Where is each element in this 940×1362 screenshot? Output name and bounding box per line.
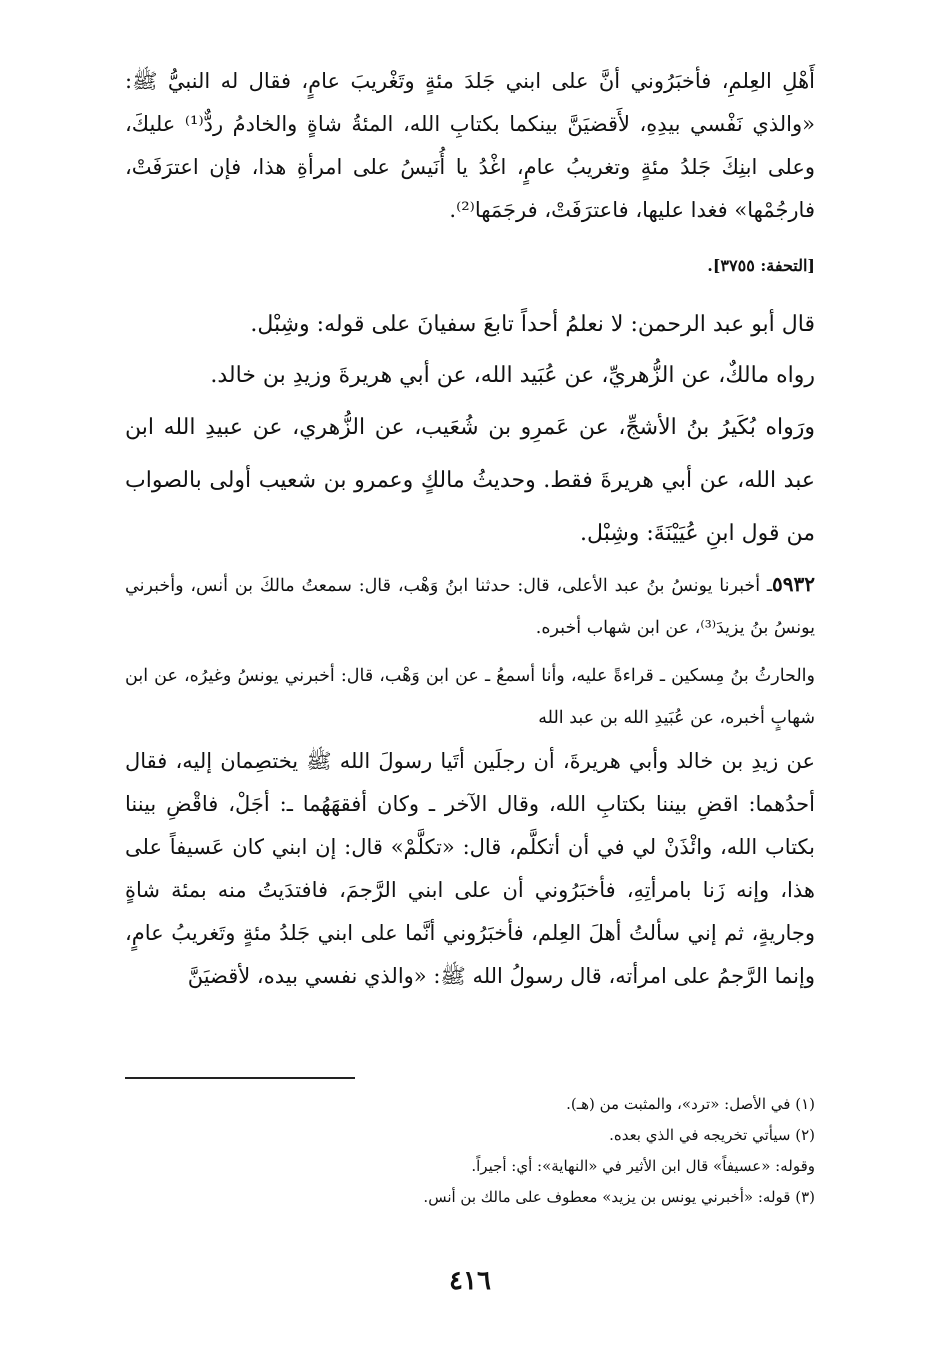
isnad-second: والحارثُ بنُ مِسكين ـ قراءةً عليه، وأنا أسمعُ ـ عن ابن وَهْب، قال: أخبرني يونسُ وغيرُه، عن ابن شهابٍ أخبره، عن عُبَيدِ الله بن عبد الله <box>125 666 815 728</box>
page-number: ٤١٦ <box>449 1266 491 1296</box>
commentary-malik: رواه مالكٌ، عن الزُّهريِّ، عن عُبَيد الله، عن أبي هريرةَ وزيدِ بن خالد. <box>210 363 815 388</box>
footnote-2: (٢) سيأتي تخريجه في الذي بعده. <box>609 1126 815 1144</box>
hadith-matn: عن زيدِ بن خالد وأبي هريرةَ، أن رجلَين أتَيا رسولَ الله ﷺ يختصِمان إليه، فقال أحدُهما: اقضِ بيننا بكتابِ الله، وقال الآخر ـ وكان أفقهَهُما ـ: أجَلْ، فاقْضِ بيننا بكتاب الله، وائْذَنْ لي في أن أتكلَّم، قال: «تكلَّمْ» قال: إن ابني كان عَسيفاً على هذا، وإنه زَنا بامرأتِهِ، فأخبَرُوني أن على ابني الرَّجمَ، فافتدَيتُ منه بمئة شاةٍ وجاريةٍ، ثم إني سألتُ أهلَ العِلم، فأخبَرُوني أنَّما على ابني جَلدُ مئةٍ وتَغريبُ عامٍ، وإنما الرَّجمُ على امرأته، قال رسولُ الله ﷺ: «والذي نفسي بيده، لأقضيَنَّ <box>125 749 815 988</box>
commentary-nasai: قال أبو عبد الرحمن: لا نعلمُ أحداً تابعَ سفيانَ على قوله: وشِبْل. <box>250 312 815 337</box>
footnote-2-note: وقوله: «عسيفاً» قال ابن الأثير في «النهاية»: أي: أجيراً. <box>471 1157 815 1175</box>
hadith-number: ٥٩٣٢ <box>772 572 815 596</box>
commentary-bukayr: ورَواه بُكَيرُ بنُ الأشجِّ، عن عَمرِو بن شُعَيب، عن الزُّهري، عن عبيدِ الله ابن عبد الله، عن أبي هريرةَ فقط. وحديثُ مالكٍ وعمرو بن شعيب أولى بالصواب من قول ابنِ عُيَيْنَةَ: وشِبْل. <box>125 415 815 546</box>
isnad-first <box>125 563 815 649</box>
isnad-first-text: ـ أخبرنا يونسُ بنُ عبد الأعلى، قال: حدثنا ابنُ وَهْب، قال: سمعتُ مالكَ بن أنس، وأخبرني يونسُ بنُ يزيدَ⁽³⁾، عن ابن شهاب أخبره. <box>125 576 815 638</box>
footnote-1: (١) في الأصل: «ترد»، والمثبت من (هـ). <box>566 1095 815 1113</box>
tuhfa-reference: [التحفة: ٣٧٥٥]. <box>707 256 815 275</box>
footnote-3: (٣) قوله: «أخبرني يونس بن يزيد» معطوف على مالك بن أنس. <box>423 1188 815 1206</box>
footnote-separator <box>125 1077 355 1079</box>
hadith-continuation: أَهْلِ العِلمِ، فأخبَرُوني أنَّ على ابني جَلدَ مئةٍ وتَغْريبَ عامٍ، فقال له النبيُّ ﷺ: «والذي نَفْسي بيدِهِ، لأَقضيَنَّ بينكما بكتابِ الله، المئةُ شاةٍ والخادمُ ردٌّ⁽¹⁾ عليكَ، وعلى ابنِكَ جَلدُ مئةٍ وتغريبُ عامٍ، اغْدُ يا أُنَيسُ على امرأةِ هذا، فإن اعترَفَتْ، فارجُمْها» فغدا عليها، فاعترَفَتْ، فرجَمَها⁽²⁾. <box>125 69 815 222</box>
